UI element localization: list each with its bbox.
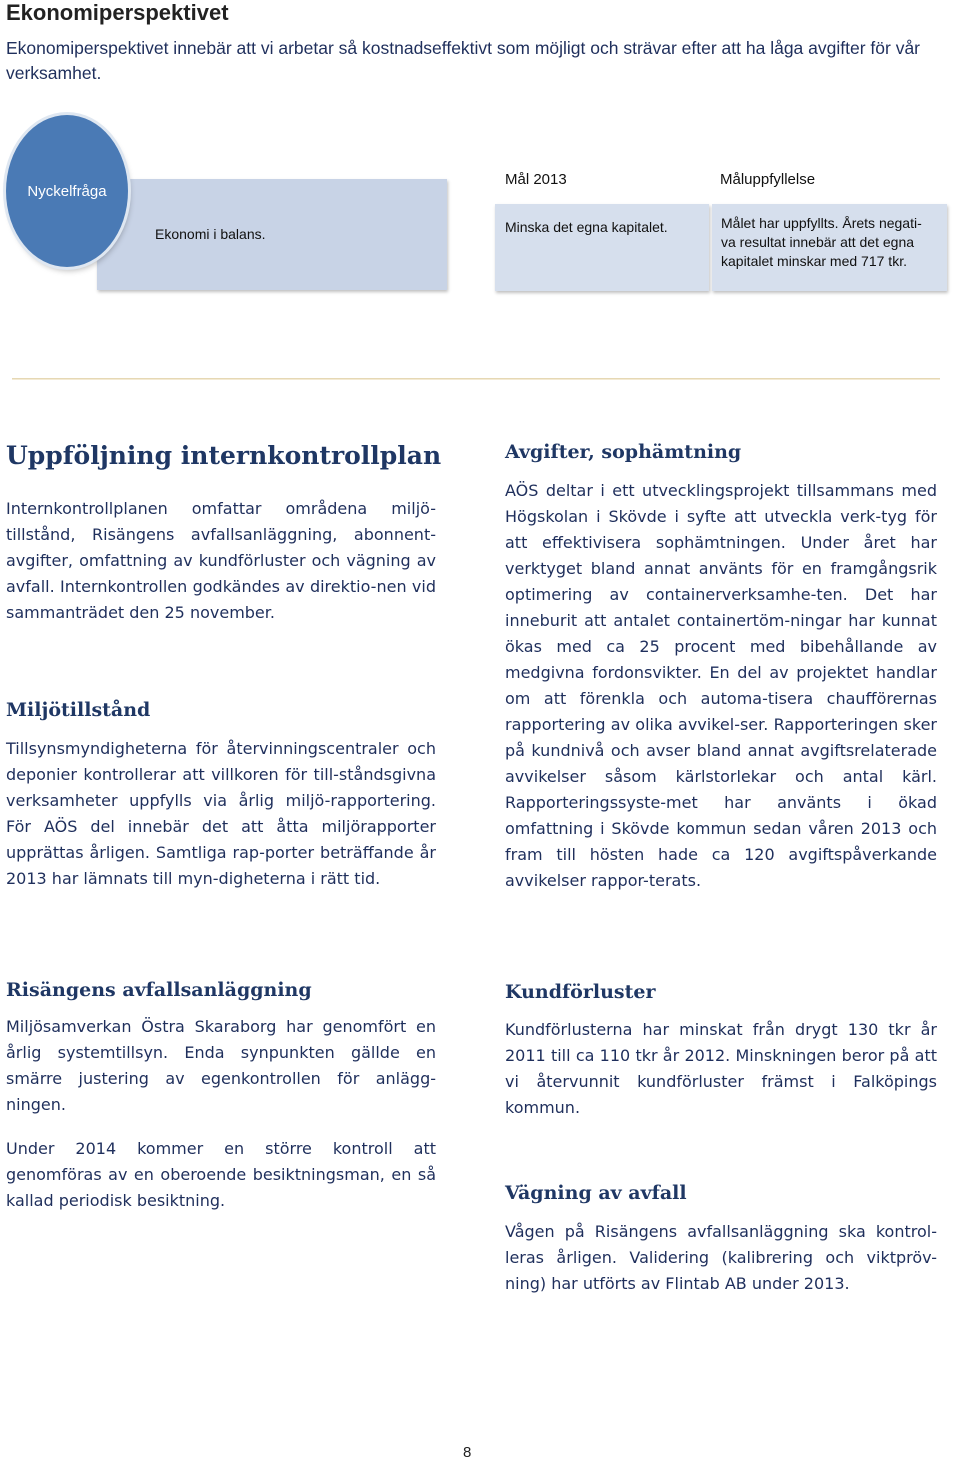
fulfilment-text bbox=[721, 214, 922, 271]
risangen-title: Risängens avfallsanläggning bbox=[6, 979, 312, 1001]
goal-text: Minska det egna kapitalet. bbox=[505, 219, 668, 235]
key-question-badge bbox=[6, 115, 128, 267]
page-number: 8 bbox=[463, 1444, 472, 1461]
key-question-label: Nyckelfråga bbox=[27, 182, 107, 200]
weighing-body: Vågen på Risängens avfallsanläggning ska kontrol-leras årligen. Validering (kalibrering och viktpröv-ning) har utförts av Flintab AB under 2013. bbox=[505, 1222, 937, 1293]
risangen-body-2: Under 2014 kommer en större kontroll att genomföras av en oberoende besiktningsman, en så kallad periodisk besiktning. bbox=[6, 1139, 436, 1210]
goal-header: Mål 2013 bbox=[505, 171, 567, 188]
internal-control-body: Internkontrollplanen omfattar områdena miljö-tillstånd, Risängens avfallsanläggning, abonnent-avgifter, omfattning av kundförluster och vägning av avfall. Internkontrollen godkändes av direktio-nen vid sammanträdet den 25 november. bbox=[6, 499, 436, 622]
fulfilment-line: va resultat innebär att det egna bbox=[721, 234, 915, 250]
key-question-box bbox=[97, 179, 447, 290]
fulfilment-header: Måluppfyllelse bbox=[720, 171, 816, 188]
internal-control-title: Uppföljning internkontrollplan bbox=[6, 441, 442, 470]
environment-permit-body: Tillsynsmyndigheterna för återvinningscentraler och deponier kontrollerar att villkoren för till-ståndsgivna verksamheter uppfylls via årlig miljö-rapportering. För AÖS del innebär det att åtta miljörapporter upprättas årligen. Samtliga rap-porter beträffande år 2013 har lämnats till myn-digheterna i rätt tid. bbox=[6, 739, 436, 888]
fees-waste-title: Avgifter, sophämtning bbox=[505, 441, 742, 463]
weighing-title: Vägning av avfall bbox=[505, 1182, 687, 1204]
intro-paragraph: Ekonomiperspektivet innebär att vi arbetar så kostnadseffektivt som möjligt och strävar efter att ha låga avgifter för vår verksamhet. bbox=[6, 38, 920, 83]
customer-losses-body: Kundförlusterna har minskat från drygt 130 tkr år 2011 till ca 110 tkr år 2012. Minskningen beror på att vi återvunnit kundförluster främst i Falköpings kommun. bbox=[505, 1020, 937, 1117]
customer-losses-title: Kundförluster bbox=[505, 981, 656, 1003]
environment-permit-title: Miljötillstånd bbox=[6, 699, 151, 721]
fees-waste-body: AÖS deltar i ett utvecklingsprojekt tillsammans med Högskolan i Skövde i syfte att utveckla verk-tyg för att effektivisera sophämtningen. Under året har verktyget bland annat använts för en framgångsrik optimering av containerverksamhe-ten. Det har inneburit att antalet containertöm-ningar har kunnat ökas med ca 25 procent med bibehållande av medgivna fordonsvikter. En del av projektet handlar om att förenkla och automa-tisera chaufförernas rapportering av olika avvikel-ser. Rapporteringen sker på kundnivå och avser bland annat avgiftsrelaterade avvikelser såsom kärlstorlekar och antal kärl. Rapporteringssyste-met har använts i ökad omfattning i Skövde kommun sedan våren 2013 och fram till hösten hade ca 120 avgiftspåverkande avvikelser rappor-terats. bbox=[505, 481, 937, 890]
fulfilment-line: Målet har uppfyllts. Årets negati- bbox=[721, 215, 922, 231]
risangen-body-1: Miljösamverkan Östra Skaraborg har genomfört en årlig systemtillsyn. Enda synpunkten gällde en smärre justering av egenkontrollen för anlägg-ningen. bbox=[6, 1017, 436, 1114]
key-question-text: Ekonomi i balans. bbox=[155, 226, 266, 242]
section-divider bbox=[12, 378, 940, 379]
fulfilment-line: kapitalet minskar med 717 tkr. bbox=[721, 253, 907, 269]
page-title: Ekonomiperspektivet bbox=[6, 0, 229, 25]
